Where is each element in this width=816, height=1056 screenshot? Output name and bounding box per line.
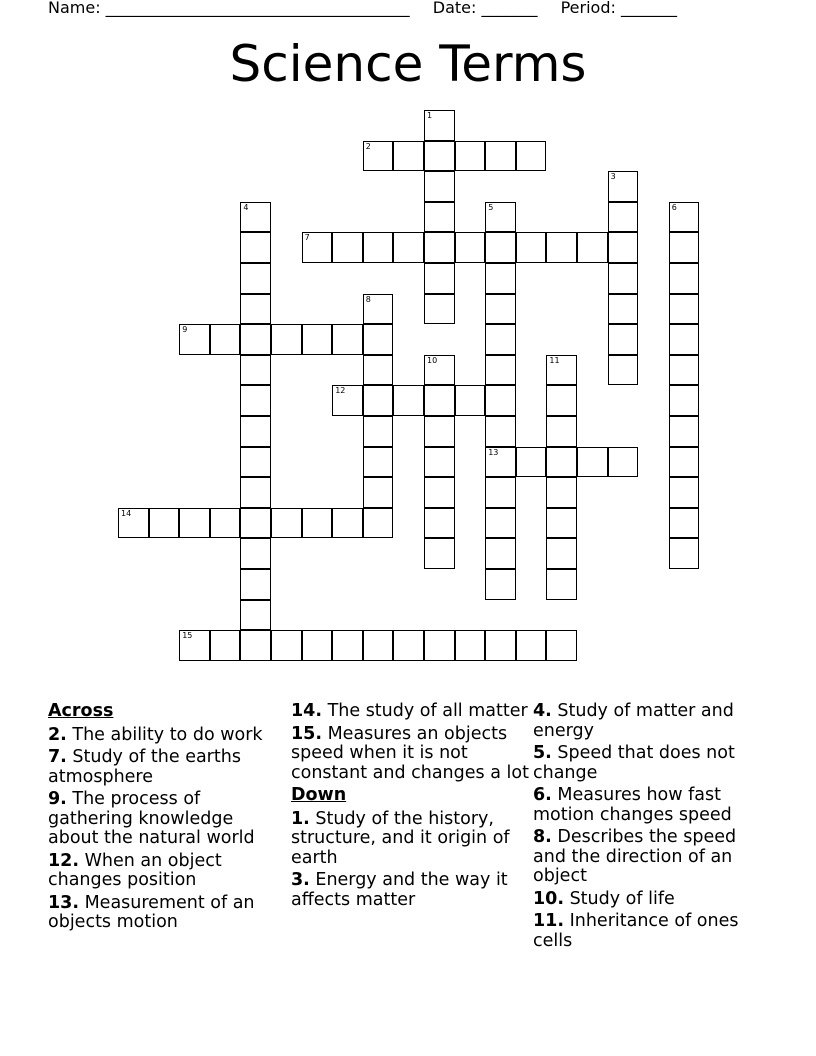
cell-number: 12 — [335, 386, 346, 396]
cell-number: 14 — [121, 508, 132, 518]
clue-text: Describes the speed and the direction of an object — [533, 827, 737, 886]
grid-cell[interactable] — [608, 171, 639, 202]
across-clue — [48, 748, 288, 787]
across-clue — [48, 726, 288, 746]
cell-number: 8 — [365, 294, 371, 304]
grid-cell[interactable] — [424, 294, 455, 325]
clue-text: Measures an objects speed when it is not constant and changes a lot — [291, 723, 529, 783]
grid-cell[interactable] — [240, 416, 271, 447]
grid-cell[interactable] — [669, 477, 700, 508]
grid-cell[interactable] — [424, 202, 455, 233]
clue-number: 10. — [533, 888, 565, 909]
grid-cell[interactable] — [485, 324, 516, 355]
grid-cell[interactable] — [424, 263, 455, 294]
grid-cell[interactable] — [485, 447, 516, 478]
clue-number: 3. — [291, 870, 310, 890]
grid-cell[interactable] — [363, 324, 394, 355]
clue-number: 4. — [533, 701, 552, 721]
clue-number: 13. — [48, 892, 80, 913]
grid-cell[interactable] — [424, 110, 455, 141]
grid-cell[interactable] — [485, 630, 516, 661]
grid-cell[interactable] — [608, 263, 639, 294]
grid-cell[interactable] — [669, 355, 700, 386]
grid-cell[interactable] — [669, 416, 700, 447]
grid-cell[interactable] — [179, 508, 210, 539]
grid-cell[interactable] — [546, 355, 577, 386]
clue-number: 15. — [291, 723, 323, 744]
grid-cell[interactable] — [424, 141, 455, 172]
grid-cell[interactable] — [363, 416, 394, 447]
grid-cell[interactable] — [271, 324, 302, 355]
grid-cell[interactable] — [424, 538, 455, 569]
grid-cell[interactable] — [210, 324, 241, 355]
cell-number: 7 — [304, 233, 310, 243]
cell-number: 11 — [549, 355, 560, 365]
across-clue — [291, 702, 531, 722]
clue-text: The process of gathering knowledge about the natural world — [48, 789, 255, 848]
grid-cell[interactable] — [669, 447, 700, 478]
clues-column-1 — [48, 702, 288, 936]
clue-text: When an object changes position — [48, 850, 222, 890]
date-field[interactable]: Date: _______ — [432, 0, 538, 17]
grid-cell[interactable] — [485, 202, 516, 233]
grid-cell[interactable] — [271, 508, 302, 539]
grid-cell[interactable] — [424, 508, 455, 539]
grid-cell[interactable] — [516, 232, 547, 263]
grid-cell[interactable] — [240, 630, 271, 661]
grid-cell[interactable] — [179, 324, 210, 355]
grid-cell[interactable] — [393, 232, 424, 263]
down-clue — [291, 871, 531, 910]
grid-cell[interactable] — [393, 141, 424, 172]
grid-cell[interactable] — [546, 416, 577, 447]
across-clue — [291, 725, 531, 784]
grid-cell[interactable] — [669, 324, 700, 355]
grid-cell[interactable] — [240, 294, 271, 325]
down-clue — [533, 828, 773, 887]
down-clue — [291, 810, 531, 869]
grid-cell[interactable] — [363, 294, 394, 325]
grid-cell[interactable] — [669, 202, 700, 233]
grid-cell[interactable] — [669, 538, 700, 569]
grid-cell[interactable] — [424, 171, 455, 202]
grid-cell[interactable] — [485, 569, 516, 600]
down-clue — [533, 890, 773, 910]
clues-column-3 — [533, 702, 773, 954]
grid-cell[interactable] — [485, 232, 516, 263]
clue-number: 11. — [533, 911, 565, 931]
clue-number: 1. — [291, 808, 310, 829]
down-clue — [533, 702, 773, 741]
down-clue — [533, 786, 773, 825]
grid-cell[interactable] — [546, 385, 577, 416]
grid-cell[interactable] — [455, 630, 486, 661]
grid-cell[interactable] — [669, 508, 700, 539]
grid-cell[interactable] — [516, 630, 547, 661]
grid-cell[interactable] — [240, 477, 271, 508]
grid-cell[interactable] — [363, 447, 394, 478]
cell-number: 15 — [182, 631, 193, 641]
grid-cell[interactable] — [210, 508, 241, 539]
grid-cell[interactable] — [363, 141, 394, 172]
grid-cell[interactable] — [424, 355, 455, 386]
page-title: Science Terms — [229, 35, 587, 93]
grid-cell[interactable] — [302, 232, 333, 263]
clue-text: Study of the earths atmosphere — [48, 747, 241, 787]
grid-cell[interactable] — [240, 569, 271, 600]
grid-cell[interactable] — [546, 447, 577, 478]
grid-cell[interactable] — [577, 232, 608, 263]
grid-cell[interactable] — [546, 232, 577, 263]
clue-text: The study of all matter — [322, 701, 528, 721]
clue-number: 9. — [48, 789, 67, 809]
grid-cell[interactable] — [332, 324, 363, 355]
grid-cell[interactable] — [485, 263, 516, 294]
cell-number: 4 — [243, 202, 249, 212]
grid-cell[interactable] — [608, 355, 639, 386]
grid-cell[interactable] — [424, 232, 455, 263]
grid-cell[interactable] — [424, 385, 455, 416]
across-clue — [48, 894, 288, 933]
grid-cell[interactable] — [485, 385, 516, 416]
grid-cell[interactable] — [608, 202, 639, 233]
grid-cell[interactable] — [516, 447, 547, 478]
grid-cell[interactable] — [363, 508, 394, 539]
grid-cell[interactable] — [363, 232, 394, 263]
across-clue — [48, 852, 288, 891]
clue-number: 6. — [533, 785, 552, 805]
grid-cell[interactable] — [516, 141, 547, 172]
grid-cell[interactable] — [363, 630, 394, 661]
grid-cell[interactable] — [669, 232, 700, 263]
clue-text: Measures how fast motion changes speed — [533, 785, 732, 825]
grid-cell[interactable] — [149, 508, 180, 539]
cell-number: 10 — [427, 355, 438, 365]
grid-cell[interactable] — [179, 630, 210, 661]
grid-cell[interactable] — [485, 416, 516, 447]
grid-cell[interactable] — [271, 630, 302, 661]
down-clue — [533, 912, 773, 951]
grid-cell[interactable] — [669, 385, 700, 416]
grid-cell[interactable] — [240, 508, 271, 539]
grid-cell[interactable] — [332, 385, 363, 416]
grid-cell[interactable] — [455, 232, 486, 263]
grid-cell[interactable] — [240, 202, 271, 233]
grid-cell[interactable] — [455, 385, 486, 416]
clue-number: 14. — [291, 701, 323, 721]
grid-cell[interactable] — [577, 447, 608, 478]
grid-cell[interactable] — [240, 447, 271, 478]
cell-number: 13 — [488, 447, 499, 457]
grid-cell[interactable] — [393, 385, 424, 416]
grid-cell[interactable] — [455, 141, 486, 172]
grid-cell[interactable] — [608, 294, 639, 325]
grid-cell[interactable] — [485, 508, 516, 539]
grid-cell[interactable] — [332, 232, 363, 263]
period-field[interactable]: Period: _______ — [560, 0, 677, 17]
grid-cell[interactable] — [424, 416, 455, 447]
clue-number: 12. — [48, 850, 80, 871]
grid-cell[interactable] — [332, 508, 363, 539]
cell-number: 2 — [365, 141, 371, 151]
grid-cell[interactable] — [240, 324, 271, 355]
grid-cell[interactable] — [240, 263, 271, 294]
grid-cell[interactable] — [608, 447, 639, 478]
grid-cell[interactable] — [485, 141, 516, 172]
clue-text: Inheritance of ones cells — [533, 911, 739, 951]
grid-cell[interactable] — [363, 385, 394, 416]
grid-cell[interactable] — [332, 630, 363, 661]
grid-cell[interactable] — [424, 477, 455, 508]
grid-cell[interactable] — [424, 630, 455, 661]
grid-cell[interactable] — [485, 538, 516, 569]
grid-cell[interactable] — [485, 355, 516, 386]
grid-cell[interactable] — [546, 538, 577, 569]
clue-number: 5. — [533, 743, 552, 763]
clues-column-2 — [291, 702, 531, 913]
clue-number: 8. — [533, 827, 552, 847]
grid-cell[interactable] — [240, 232, 271, 263]
clue-text: Study of matter and energy — [533, 701, 734, 741]
grid-cell[interactable] — [210, 630, 241, 661]
grid-cell[interactable] — [608, 232, 639, 263]
clue-text: Study of the history, structure, and it origin of earth — [291, 808, 510, 868]
down-clue — [533, 744, 773, 783]
grid-cell[interactable] — [393, 630, 424, 661]
grid-cell[interactable] — [669, 294, 700, 325]
name-field[interactable]: Name: ______________________________________ — [48, 0, 410, 17]
grid-cell[interactable] — [546, 630, 577, 661]
grid-cell[interactable] — [302, 630, 333, 661]
cell-number: 5 — [488, 202, 494, 212]
grid-cell[interactable] — [363, 355, 394, 386]
across-clue — [48, 790, 288, 849]
grid-cell[interactable] — [669, 263, 700, 294]
grid-cell[interactable] — [240, 538, 271, 569]
grid-cell[interactable] — [240, 385, 271, 416]
clue-text: Measurement of an objects motion — [48, 892, 255, 932]
grid-cell[interactable] — [485, 294, 516, 325]
grid-cell[interactable] — [302, 508, 333, 539]
across-heading: Across — [48, 701, 114, 721]
grid-cell[interactable] — [240, 600, 271, 631]
grid-cell[interactable] — [240, 355, 271, 386]
grid-cell[interactable] — [546, 477, 577, 508]
cell-number: 3 — [610, 172, 616, 182]
cell-number: 9 — [182, 325, 188, 335]
grid-cell[interactable] — [608, 324, 639, 355]
clue-text: Energy and the way it affects matter — [291, 870, 508, 910]
clue-number: 7. — [48, 747, 67, 767]
clue-number: 2. — [48, 724, 67, 745]
grid-cell[interactable] — [546, 508, 577, 539]
down-heading: Down — [291, 785, 347, 805]
grid-cell[interactable] — [485, 477, 516, 508]
clue-text: Speed that does not change — [533, 743, 735, 783]
cell-number: 6 — [671, 202, 677, 212]
grid-cell[interactable] — [302, 324, 333, 355]
grid-cell[interactable] — [363, 477, 394, 508]
clue-text: The ability to do work — [66, 724, 263, 745]
grid-cell[interactable] — [424, 447, 455, 478]
clue-text: Study of life — [564, 888, 675, 909]
grid-cell[interactable] — [546, 569, 577, 600]
cell-number: 1 — [427, 111, 433, 120]
grid-cell[interactable] — [118, 508, 149, 539]
